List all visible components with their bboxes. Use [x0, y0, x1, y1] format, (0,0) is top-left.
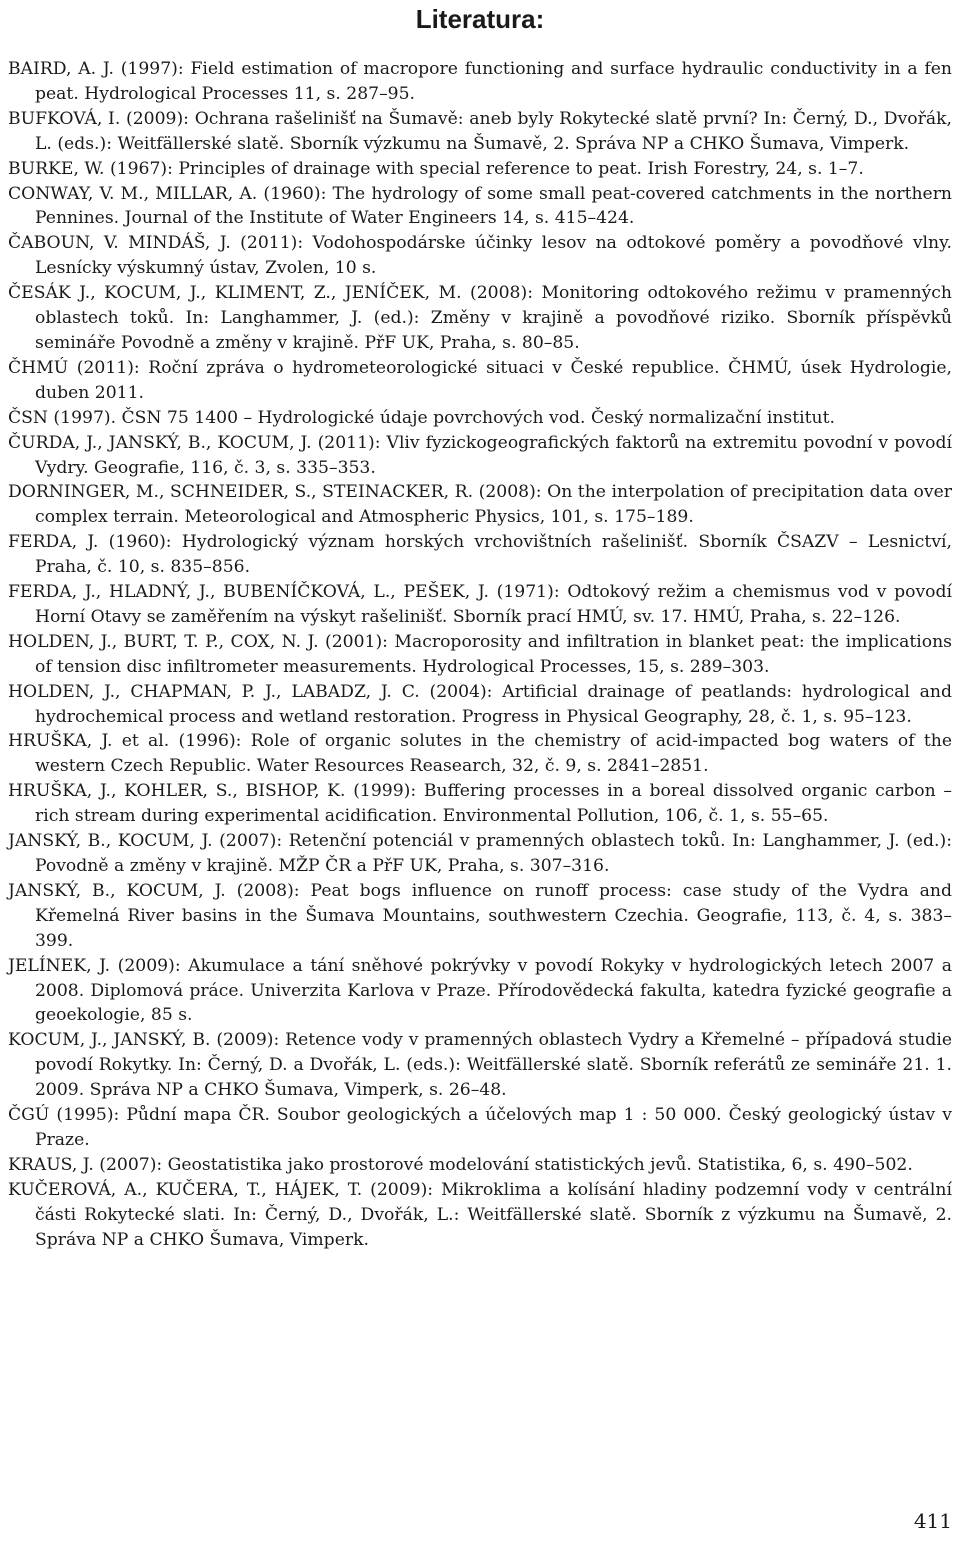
- reference-item: KUČEROVÁ, A., KUČERA, T., HÁJEK, T. (2009): Mikroklima a kolísání hladiny podzemní vody v centrální části Rokytecké slati. In: Černý, D., Dvořák, L.: Weitfällerské slatě. Sborník z výzkumu na Šumavě, 2. Správa NP a CHKO Šumava, Vimperk.: [8, 1179, 952, 1250]
- reference-item: JANSKÝ, B., KOCUM, J. (2007): Retenční potenciál v pramenných oblastech toků. In: Langhammer, J. (ed.): Povodně a změny v krajině. MŽP ČR a PřF UK, Praha, s. 307–316.: [8, 831, 952, 876]
- reference-item: ČGÚ (1995): Půdní mapa ČR. Soubor geologických a účelových map 1 : 50 000. Český geologický ústav v Praze.: [8, 1105, 952, 1150]
- reference-item: JELÍNEK, J. (2009): Akumulace a tání sněhové pokrývky v povodí Rokyky v hydrologických letech 2007 a 2008. Diplomová práce. Univerzita Karlova v Praze. Přírodovědecká fakulta, katedra fyzické geografie a geoekologie, 85 s.: [8, 955, 952, 1026]
- reference-item: HRUŠKA, J., KOHLER, S., BISHOP, K. (1999): Buffering processes in a boreal dissolved organic carbon – rich stream during experimental acidification. Environmental Pollution, 106, č. 1, s. 55–65.: [8, 781, 952, 827]
- reference-item: ČSN (1997). ČSN 75 1400 – Hydrologické údaje povrchových vod. Český normalizační institut.: [8, 407, 835, 428]
- reference-item: BURKE, W. (1967): Principles of drainage with special reference to peat. Irish Forestry, 24, s. 1–7.: [8, 158, 864, 179]
- page-number: 411: [913, 1509, 952, 1533]
- reference-item: JANSKÝ, B., KOCUM, J. (2008): Peat bogs influence on runoff process: case study of the Vydra and Křemelná River basins in the Šumava Mountains, southwestern Czechia. Geografie, 113, č. 4, s. 383–399.: [8, 880, 952, 951]
- reference-item: CONWAY, V. M., MILLAR, A. (1960): The hydrology of some small peat-covered catchments in the northern Pennines. Journal of the Institute of Water Engineers 14, s. 415–424.: [8, 183, 952, 229]
- reference-item: FERDA, J., HLADNÝ, J., BUBENÍČKOVÁ, L., PEŠEK, J. (1971): Odtokový režim a chemismus vod v povodí Horní Otavy se zaměřením na výskyt rašelinišť. Sborník prací HMÚ, sv. 17. HMÚ, Praha, s. 22–126.: [8, 582, 952, 627]
- reference-item: DORNINGER, M., SCHNEIDER, S., STEINACKER, R. (2008): On the interpolation of precipitation data over complex terrain. Meteorological and Atmospheric Physics, 101, s. 175–189.: [8, 482, 952, 528]
- page-title: Literatura:: [415, 4, 545, 34]
- reference-item: BUFKOVÁ, I. (2009): Ochrana rašelinišť na Šumavě: aneb byly Rokytecké slatě první? In: Černý, D., Dvořák, L. (eds.): Weitfällerské slatě. Sborník výzkumu na Šumavě, 2. Správa NP a CHKO Šumava, Vimperk.: [8, 108, 952, 154]
- reference-item: BAIRD, A. J. (1997): Field estimation of macropore functioning and surface hydraulic conductivity in a fen peat. Hydrological Processes 11, s. 287–95.: [8, 59, 952, 104]
- reference-list: [8, 57, 952, 1253]
- reference-item: KOCUM, J., JANSKÝ, B. (2009): Retence vody v pramenných oblastech Vydry a Křemelné – případová studie povodí Rokytky. In: Černý, D. a Dvořák, L. (eds.): Weitfällerské slatě. Sborník referátů ze semináře 21. 1. 2009. Správa NP a CHKO Šumava, Vimperk, s. 26–48.: [8, 1030, 952, 1101]
- reference-item: ČESÁK J., KOCUM, J., KLIMENT, Z., JENÍČEK, M. (2008): Monitoring odtokového režimu v pramenných oblastech toků. In: Langhammer, J. (ed.): Změny v krajině a povodňové riziko. Sborník příspěvků semináře Povodně a změny v krajině. PřF UK, Praha, s. 80–85.: [8, 283, 952, 353]
- reference-item: FERDA, J. (1960): Hydrologický význam horských vrchovištních rašelinišť. Sborník ČSAZV – Lesnictví, Praha, č. 10, s. 835–856.: [8, 532, 952, 578]
- reference-item: ČABOUN, V. MINDÁŠ, J. (2011): Vodohospodárske účinky lesov na odtokové poměry a povodňové vlny. Lesnícky výskumný ústav, Zvolen, 10 s.: [8, 233, 952, 279]
- reference-item: HRUŠKA, J. et al. (1996): Role of organic solutes in the chemistry of acid-impacted bog waters of the western Czech Republic. Water Resources Reasearch, 32, č. 9, s. 2841–2851.: [8, 731, 952, 777]
- reference-item: HOLDEN, J., BURT, T. P., COX, N. J. (2001): Macroporosity and infiltration in blanket peat: the implications of tension disc infiltrometer measurements. Hydrological Processes, 15, s. 289–303.: [8, 631, 952, 677]
- reference-item: KRAUS, J. (2007): Geostatistika jako prostorové modelování statistických jevů. Statistika, 6, s. 490–502.: [8, 1154, 913, 1175]
- reference-item: ČHMÚ (2011): Roční zpráva o hydrometeorologické situaci v České republice. ČHMÚ, úsek Hydrologie, duben 2011.: [8, 357, 952, 403]
- reference-item: ČURDA, J., JANSKÝ, B., KOCUM, J. (2011): Vliv fyzickogeografických faktorů na extremitu povodní v povodí Vydry. Geografie, 116, č. 3, s. 335–353.: [8, 432, 952, 478]
- reference-item: HOLDEN, J., CHAPMAN, P. J., LABADZ, J. C. (2004): Artificial drainage of peatlands: hydrological and hydrochemical process and wetland restoration. Progress in Physical Geography, 28, č. 1, s. 95–123.: [8, 681, 952, 727]
